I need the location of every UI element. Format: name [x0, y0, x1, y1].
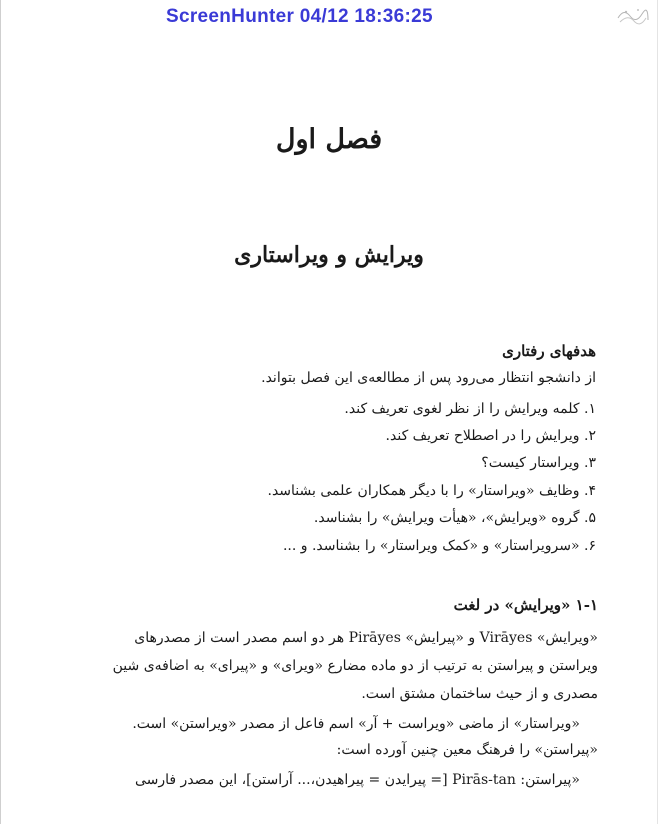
paragraph-line-6: «پیراستن: Pirās-tan [= پیرایدن = پیراهیدن،... آراستن]، این مصدر فارسی	[134, 772, 580, 788]
paragraph-line-2: ویراستن و پیراستن به ترتیب از دو ماده مضارع «ویرای» و «پیرای» به اضافه‌ی شین	[112, 658, 598, 674]
goals-intro: از دانشجو انتظار می‌رود پس از مطالعه‌ی این فصل بتواند.	[261, 370, 596, 386]
goal-item-1: ۱. کلمه ویرایش را از نظر لغوی تعریف کند.	[344, 401, 596, 417]
section-title: ویرایش و ویراستاری	[234, 242, 424, 268]
goal-item-6: ۶. «سرویراستار» و «کمک ویراستار» را بشناسد. و ...	[282, 538, 596, 554]
paragraph-line-4: «ویراستار» از ماضی «ویراست + آر» اسم فاعل از مصدر «ویراستن» است.	[132, 716, 580, 732]
goal-item-4: ۴. وظایف «ویراستار» را با دیگر همکاران علمی بشناسد.	[267, 483, 596, 499]
goal-item-3: ۳. ویراستار کیست؟	[481, 455, 596, 471]
corner-stamp-icon	[616, 4, 650, 26]
paragraph-line-3: مصدری و از حیث ساختمان مشتق است.	[361, 686, 598, 702]
chapter-title: فصل اول	[275, 124, 383, 155]
screenhunter-watermark: ScreenHunter 04/12 18:36:25	[166, 6, 433, 27]
goal-item-2: ۲. ویرایش را در اصطلاح تعریف کند.	[385, 428, 596, 444]
paragraph-line-5: «پیراستن» را فرهنگ معین چنین آورده است:	[336, 742, 598, 758]
goal-item-5: ۵. گروه «ویرایش»، «هیأت ویرایش» را بشناسد.	[313, 510, 596, 526]
paragraph-line-1: «ویرایش» Virāyes و «پیرایش» Pirāyes هر دو اسم مصدر است از مصدرهای	[134, 630, 598, 646]
goals-heading: هدفهای رفتاری	[502, 342, 596, 360]
section-1-1-heading: ۱-۱ «ویرایش» در لغت	[453, 596, 598, 614]
